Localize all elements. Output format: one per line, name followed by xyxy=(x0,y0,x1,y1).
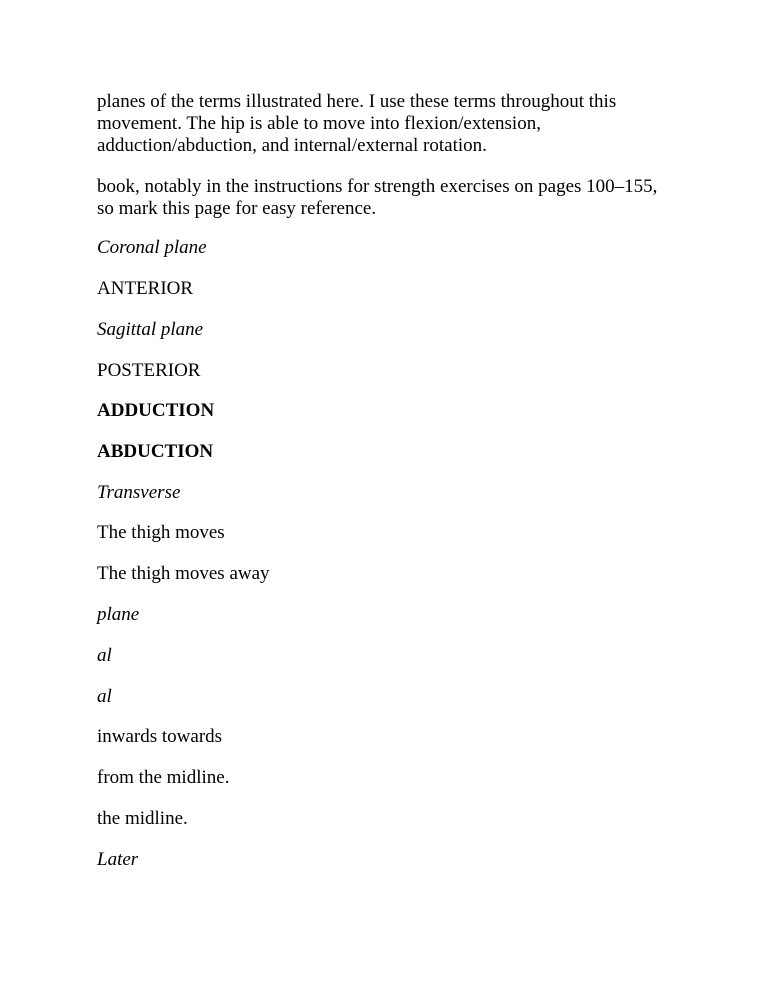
paragraph-line: adduction/abduction, and internal/external rotation. xyxy=(97,135,487,156)
caption-from-the-midline: from the midline. xyxy=(97,767,230,788)
label-plane: plane xyxy=(97,604,140,625)
label-posterior: POSTERIOR xyxy=(97,360,201,381)
paragraph-line: planes of the terms illustrated here. I use these terms throughout this xyxy=(97,91,617,112)
label-coronal-plane: Coronal plane xyxy=(97,237,207,258)
label-al-fragment: al xyxy=(97,645,112,666)
caption-inwards-towards: inwards towards xyxy=(97,726,223,747)
caption-the-midline: the midline. xyxy=(97,808,188,829)
caption-thigh-moves: The thigh moves xyxy=(97,522,225,543)
label-later: Later xyxy=(97,849,139,870)
intro-paragraph xyxy=(97,91,697,157)
reference-paragraph xyxy=(97,176,697,220)
paragraph-line: so mark this page for easy reference. xyxy=(97,198,377,219)
label-sagittal-plane: Sagittal plane xyxy=(97,319,204,340)
label-anterior: ANTERIOR xyxy=(97,278,194,299)
paragraph-line: movement. The hip is able to move into flexion/extension, xyxy=(97,113,541,134)
caption-thigh-moves-away: The thigh moves away xyxy=(97,563,270,584)
heading-abduction: ABDUCTION xyxy=(97,441,214,462)
label-transverse: Transverse xyxy=(97,482,181,503)
label-al-fragment: al xyxy=(97,686,112,707)
heading-adduction: ADDUCTION xyxy=(97,400,215,421)
paragraph-line: book, notably in the instructions for strength exercises on pages 100–155, xyxy=(97,176,658,197)
